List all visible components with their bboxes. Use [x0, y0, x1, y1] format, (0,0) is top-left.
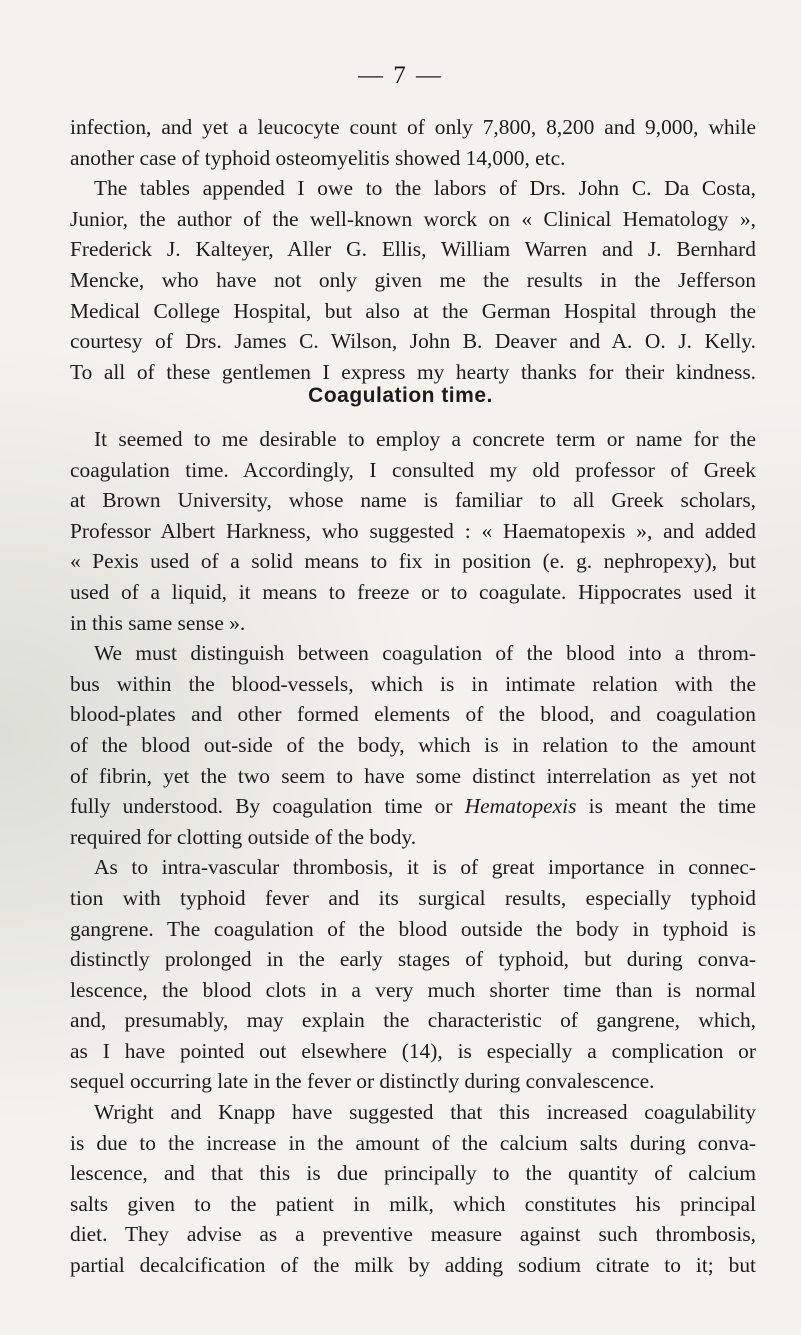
text-line: lescence, the blood clots in a very much shorter time than is normal [70, 977, 756, 1002]
text-line: We must distinguish between coagulation of the blood into a throm- [94, 641, 756, 666]
text-line: Frederick J. Kalteyer, Aller G. Ellis, William Warren and J. Bernhard [70, 237, 756, 262]
text-line: is due to the increase in the amount of the calcium salts during conva- [70, 1130, 756, 1155]
text-line: To all of these gentlemen I express my hearty thanks for their kindness. [70, 359, 756, 384]
page-number: — 7 — [358, 62, 443, 89]
text-line: Mencke, who have not only given me the results in the Jefferson [70, 267, 756, 292]
text-line: used of a liquid, it means to freeze or to coagulate. Hippocrates used it [70, 579, 756, 604]
text-block-top [70, 112, 756, 387]
text-line-with-italic [70, 791, 756, 822]
text-line: in this same sense ». [70, 610, 246, 635]
text-line: gangrene. The coagulation of the blood outside the body in typhoid is [70, 916, 756, 941]
text-line: another case of typhoid osteomyelitis showed 14,000, etc. [70, 145, 566, 170]
text-line: Medical College Hospital, but also at the German Hospital through the [70, 298, 756, 323]
text-line: as I have pointed out elsewhere (14), is especially a complication or [70, 1038, 756, 1063]
text-line: The tables appended I owe to the labors of Drs. John C. Da Costa, [94, 176, 756, 201]
text-line: distinctly prolonged in the early stages of typhoid, but during conva- [70, 947, 756, 972]
italic-term: Hematopexis [464, 794, 577, 819]
text-line: salts given to the patient in milk, which constitutes his principal [70, 1191, 756, 1216]
section-heading: Coagulation time. [308, 384, 493, 407]
text-line: coagulation time. Accordingly, I consulted my old professor of Greek [70, 457, 756, 482]
text-line: tion with typhoid fever and its surgical results, especially typhoid [70, 885, 756, 910]
text-line: required for clotting outside of the body. [70, 824, 417, 849]
text-line: of fibrin, yet the two seem to have some distinct interrelation as yet not [70, 763, 756, 788]
text-line: « Pexis used of a solid means to fix in position (e. g. nephropexy), but [70, 549, 756, 574]
text-line: As to intra-vascular thrombosis, it is of great importance in connec- [94, 855, 756, 880]
text-line: It seemed to me desirable to employ a concrete term or name for the [94, 427, 756, 451]
text-line: of the blood out-side of the body, which is in relation to the amount [70, 732, 756, 757]
text-block-bottom [70, 424, 756, 1281]
text-line: and, presumably, may explain the characteristic of gangrene, which, [70, 1008, 756, 1033]
text-line: Professor Albert Harkness, who suggested : « Haematopexis », and added [70, 518, 756, 543]
text-line: blood-plates and other formed elements of the blood, and coagulation [70, 702, 756, 727]
text-line: Wright and Knapp have suggested that this increased coagulability [94, 1100, 756, 1125]
text-span: is meant the time [576, 794, 756, 819]
text-span: fully understood. By coagulation time or [70, 794, 465, 819]
text-line: courtesy of Drs. James C. Wilson, John B. Deaver and A. O. J. Kelly. [70, 329, 756, 354]
text-line: partial decalcification of the milk by adding sodium citrate to it; but [70, 1253, 756, 1278]
text-line: diet. They advise as a preventive measure against such thrombosis, [70, 1222, 756, 1247]
text-line: Junior, the author of the well-known worck on « Clinical Hematology », [70, 206, 756, 231]
text-line: bus within the blood-vessels, which is in intimate relation with the [70, 671, 756, 696]
text-line: lescence, and that this is due principally to the quantity of calcium [70, 1161, 756, 1186]
text-line: sequel occurring late in the fever or distinctly during convalescence. [70, 1069, 655, 1094]
text-line: infection, and yet a leucocyte count of only 7,800, 8,200 and 9,000, while [70, 115, 756, 139]
text-line: at Brown University, whose name is familiar to all Greek scholars, [70, 488, 756, 513]
